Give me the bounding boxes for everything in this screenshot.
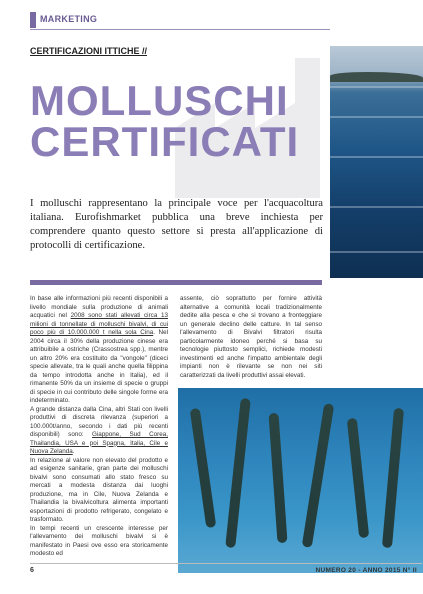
footer-rule [30,563,422,564]
lead-divider [30,280,322,285]
mussel-rope [382,408,404,548]
mussel-rope [347,418,369,538]
paragraph: assente, ciò soprattutto per fornire attività alternative a comunità locali tradizionalmente dedite alla pesca e che si trovano a fronteggiare un generale declino delle catture. In tal senso l'allevamento di Bivalvi filtratori risulta particolarmente idoneo perché si basa su tecnologie piuttosto semplici, richiede modesti investimenti ed anche l'impatto ambientale degli impianti non è rilevante se non nei siti caratterizzati da livelli produttivi assai elevati. [180,295,322,379]
photo-line [330,116,423,118]
section-label: MARKETING [40,14,98,24]
paragraph: In relazione al valore non elevato del prodotto e ad esigenze sanitarie, gran parte dei molluschi bivalvi sono consumati allo stato fresco su mercati a modesta distanza dai luoghi produzione, ma in Cile, Nuova Zelanda e Thailandia la bivalvicoltura alimenta importanti esportazioni di prodotto refrigerato, congelato e trasformato. [30,456,168,523]
underwater-photo [178,388,423,573]
photo-line [330,251,423,253]
top-photo [330,46,423,278]
section-marker [30,12,36,28]
photo-line [330,206,423,208]
paragraph: In base alle informazioni più recenti disponibili a livello mondiale sulla produzione di animali acquatici nel 2008 sono stati allevati circa 13 milioni di tonnellate di molluschi bivalvi, di cui poco più di 10.000.000 t nella sola Cina. Nel 2004 circa il 30% della produzione cinese era attribuibile a ostriche (Crassostrea spp.), mentre un altro 20% era costituito da "vongole" (diceci specie allevate, tra le quali anche quella filippina da tempo introdotta anche in Italia), ed il rimanente 50% da un insieme di specie o gruppi di specie in cui contributo delle singole forme era indeterminato. [30,295,168,404]
body-column-2 [180,295,322,380]
article-title: MOLLUSCHI CERTIFICATI [30,77,300,165]
mussel-rope [302,403,335,548]
issue-info: NUMERO 20 - ANNO 2015 N° II [315,567,417,574]
body-column-1 [30,295,168,559]
article-kicker: CERTIFICAZIONI ITTICHE // [30,46,147,56]
paragraph: A grande distanza dalla Cina, altri Stati con livelli produttivi di discreta rilevanza (superiori a 100.000t/anno, secondo i dati più recenti disponibili) sono: Giappone, Sud Corea, Thailandia, USA e poi Spagna, Italia, Cile e Nuova Zelanda. [30,405,168,455]
article-lead: I molluschi rappresentano la principale voce per l'acquacoltura italiana. Eurofishmarket pubblica una breve inchiesta per comprendere quanto questo settore si presta all'applicazione di protocolli di certificazione. [30,198,323,251]
photo-line [330,156,423,158]
paragraph: In tempi recenti un crescente interesse per l'allevamento dei molluschi bivalvi si è manifestato in Paesi ove esso era storicamente modesto ed [30,524,168,557]
mussel-rope [190,408,217,528]
mussel-rope [268,413,287,543]
page-number: 6 [30,567,34,574]
mussel-rope [225,398,251,548]
photo-hill [330,72,423,82]
photo-line [330,86,423,88]
section-rule [30,29,330,30]
